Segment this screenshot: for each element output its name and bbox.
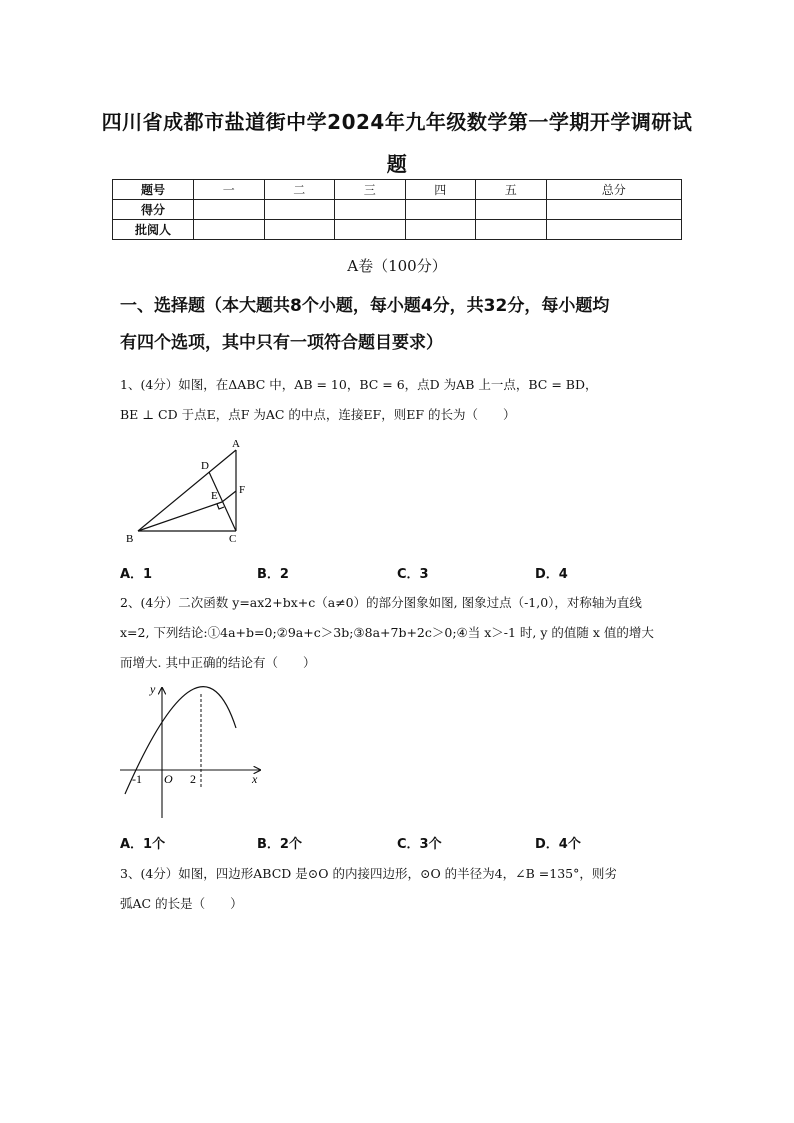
- label-d: D: [201, 460, 209, 472]
- table-cell: [194, 220, 265, 240]
- option-d[interactable]: D．4: [535, 567, 568, 582]
- page-title-continued: 题: [386, 152, 408, 176]
- label-e: E: [211, 490, 218, 502]
- option-b[interactable]: B．2个: [257, 837, 302, 852]
- y-label: y: [150, 682, 156, 696]
- table-cell: [546, 220, 682, 240]
- table-cell-header: 总分: [546, 180, 682, 200]
- table-cell-header: 二: [264, 180, 335, 200]
- label-a: A: [232, 438, 240, 450]
- table-cell: [476, 200, 547, 220]
- score-table: [112, 179, 682, 240]
- option-c[interactable]: C．3: [397, 567, 429, 582]
- score-table-row: [113, 200, 682, 220]
- tick-label: -1: [132, 772, 142, 786]
- question-1: [120, 370, 680, 430]
- label-f: F: [239, 484, 246, 496]
- section-heading-line: 有四个选项，其中只有一项符合题目要求）: [120, 333, 443, 353]
- question-2: [120, 588, 680, 678]
- table-cell-header: 三: [335, 180, 406, 200]
- table-cell-header: 一: [194, 180, 265, 200]
- table-cell: [194, 200, 265, 220]
- label-b: B: [126, 533, 134, 545]
- question-text: BE ⊥ CD 于点E，点F 为AC 的中点，连接EF，则EF 的长为（ ）: [120, 407, 516, 422]
- section-heading: [120, 288, 680, 362]
- table-cell: [405, 200, 476, 220]
- score-table-header-row: [113, 180, 682, 200]
- table-row-label: 得分: [113, 200, 194, 220]
- segment-ab: [138, 450, 236, 531]
- option-a[interactable]: A．1个: [120, 837, 166, 852]
- score-table-row: [113, 220, 682, 240]
- question-text: 弧AC 的长是（ ）: [120, 896, 243, 911]
- question-text: 1、(4分）如图，在ΔABC 中，AB = 10，BC = 6，点D 为AB 上一点，BC = BD，: [120, 377, 598, 392]
- question-text: x=2, 下列结论:①4a+b=0;②9a+c＞3b;③8a+7b+2c＞0;④当 x＞-1 时, y 的值随 x 值的增大: [120, 625, 654, 640]
- table-row-label: 批阅人: [113, 220, 194, 240]
- table-cell: [476, 220, 547, 240]
- segment-be: [138, 502, 222, 531]
- volume-heading: A卷（100分）: [347, 257, 447, 275]
- table-cell: [264, 200, 335, 220]
- option-c[interactable]: C．3个: [397, 837, 442, 852]
- section-heading-line: 一、选择题（本大题共8个小题，每小题4分，共32分，每小题均: [120, 296, 610, 316]
- table-cell-header: 四: [405, 180, 476, 200]
- triangle-figure: [125, 436, 265, 548]
- option-b[interactable]: B．2: [257, 567, 289, 582]
- parabola-figure: [115, 682, 265, 822]
- tick-label: 2: [190, 772, 196, 786]
- right-angle-mark: [217, 504, 224, 509]
- table-cell: [335, 220, 406, 240]
- question-text: 3、(4分）如图，四边形ABCD 是⊙O 的内接四边形，⊙O 的半径为4，∠B =135°，则劣: [120, 866, 617, 881]
- table-cell-header: 五: [476, 180, 547, 200]
- table-cell-header: 题号: [113, 180, 194, 200]
- table-cell: [264, 220, 335, 240]
- origin-label: O: [164, 772, 173, 786]
- option-d[interactable]: D．4个: [535, 837, 581, 852]
- question-3: [120, 859, 680, 919]
- segment-ef: [222, 491, 236, 502]
- table-cell: [405, 220, 476, 240]
- option-a[interactable]: A．1: [120, 567, 153, 582]
- label-c: C: [229, 533, 237, 545]
- question-text: 而增大. 其中正确的结论有（ ）: [120, 655, 316, 670]
- x-label: x: [252, 772, 258, 786]
- table-cell: [335, 200, 406, 220]
- table-cell: [546, 200, 682, 220]
- question-text: 2、(4分）二次函数 y=ax2+bx+c（a≠0）的部分图象如图, 图象过点（-1,0），对称轴为直线: [120, 595, 642, 610]
- page-title: 四川省成都市盐道街中学2024年九年级数学第一学期开学调研试: [101, 110, 693, 134]
